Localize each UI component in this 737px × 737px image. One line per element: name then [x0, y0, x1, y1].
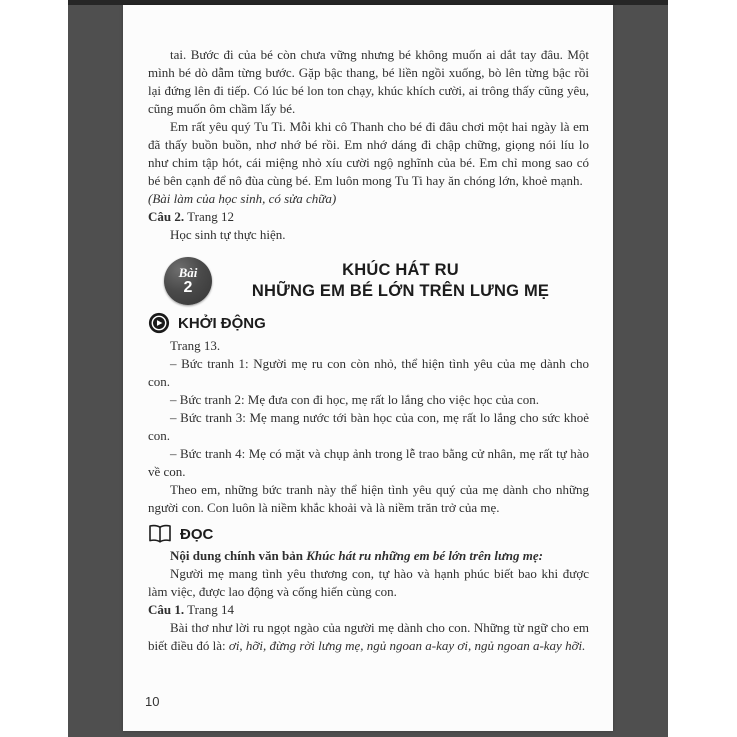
trang-13-line: Trang 13.: [170, 338, 221, 353]
book-page: [123, 5, 613, 731]
lesson-number-badge: [164, 257, 212, 305]
main-content-line: [148, 547, 589, 565]
section-heading-doc: [148, 524, 589, 544]
question-1-heading: [148, 601, 589, 619]
lesson-title-line2: NHỮNG EM BÉ LỚN TRÊN LƯNG MẸ: [251, 282, 550, 300]
paragraph-answer-continued: tai. Bước đi của bé còn chưa vững nhưng bé không muốn ai dắt tay đâu. Một mình bé dò dẫm từng bước. Gặp bậc thang, bé liền ngồi xuống, bò lên từng bậc rồi lại đứng lên đi tiếp. Có lúc bé lon ton chạy, khúc khích cười, ai trông thấy cũng yêu, cũng muốn ôm chầm lấy bé.: [148, 47, 589, 116]
attribution-line: (Bài làm của học sinh, có sửa chữa): [148, 191, 337, 206]
main-content-body: Người mẹ mang tình yêu thương con, tự hào và hạnh phúc biết bao khi được làm việc, được lao động và cống hiến cùng con.: [148, 566, 589, 599]
question-1-label: Câu 1.: [148, 602, 185, 617]
picture-item-2: – Bức tranh 2: Mẹ đưa con đi học, mẹ rất lo lắng cho việc học của con.: [170, 392, 539, 407]
question-2-page-ref: Trang 12: [184, 209, 234, 224]
question-2-label: Câu 2.: [148, 209, 185, 224]
badge-number: 2: [183, 279, 193, 296]
badge-label: Bài: [178, 265, 198, 280]
picture-item-3: – Bức tranh 3: Mẹ mang nước tới bàn học của con, mẹ rất lo lắng cho sức khoẻ con.: [148, 410, 589, 443]
page-number: 10: [145, 694, 160, 709]
lesson-header: [164, 257, 589, 305]
paragraph-answer-continued-2: Em rất yêu quý Tu Ti. Mỗi khi cô Thanh cho bé đi đâu chơi một hai ngày là em đã thấy buồn buồn, nhơ nhớ bé rồi. Em nhớ dáng đi chập chững, giọng nói líu lo như chim tập hót, cái miệng nhỏ xíu cười ngộ nghĩnh của bé. Em chỉ mong sao có bé bên cạnh để nô đùa cùng bé. Em luôn mong Tu Ti hay ăn chóng lớn, khoẻ mạnh.: [148, 119, 589, 188]
picture-item-4: – Bức tranh 4: Mẹ có mặt và chụp ảnh trong lễ trao bằng cử nhân, mẹ rất tự hào về con.: [148, 446, 589, 479]
question-1-answer-lead: Bài thơ như lời ru ngọt ngào của người mẹ dành cho con. Những từ ngữ cho em biết điều đó là:: [148, 620, 589, 653]
lesson-title-line1: KHÚC HÁT RU: [342, 261, 459, 279]
khoi-dong-summary: Theo em, những bức tranh này thể hiện tình yêu quý của mẹ dành cho những người con. Con luôn là niềm khắc khoải và là niềm trăn trở của mẹ.: [148, 482, 589, 515]
question-1-answer-quoted-words: ơi, hỡi, đừng rời lưng mẹ, ngủ ngoan a-kay ơi, ngủ ngoan a-kay hỡi.: [228, 638, 586, 653]
lesson-title: [212, 260, 589, 302]
question-1-page-ref: Trang 14: [184, 602, 234, 617]
main-content-lead: Nội dung chính văn bản: [170, 548, 307, 563]
question-1-answer: [148, 619, 589, 655]
section-heading-khoi-dong: [148, 312, 589, 334]
main-content-title: Khúc hát ru những em bé lớn trên lưng mẹ:: [306, 548, 543, 563]
section-heading-label: ĐỌC: [180, 525, 214, 543]
question-2-heading: [148, 208, 589, 226]
question-2-answer: Học sinh tự thực hiện.: [170, 227, 286, 242]
section-heading-label: KHỞI ĐỘNG: [178, 314, 266, 332]
play-icon: [148, 312, 170, 334]
open-book-icon: [148, 524, 172, 544]
picture-item-1: – Bức tranh 1: Người mẹ ru con còn nhỏ, thể hiện tình yêu của mẹ dành cho con.: [148, 356, 589, 389]
